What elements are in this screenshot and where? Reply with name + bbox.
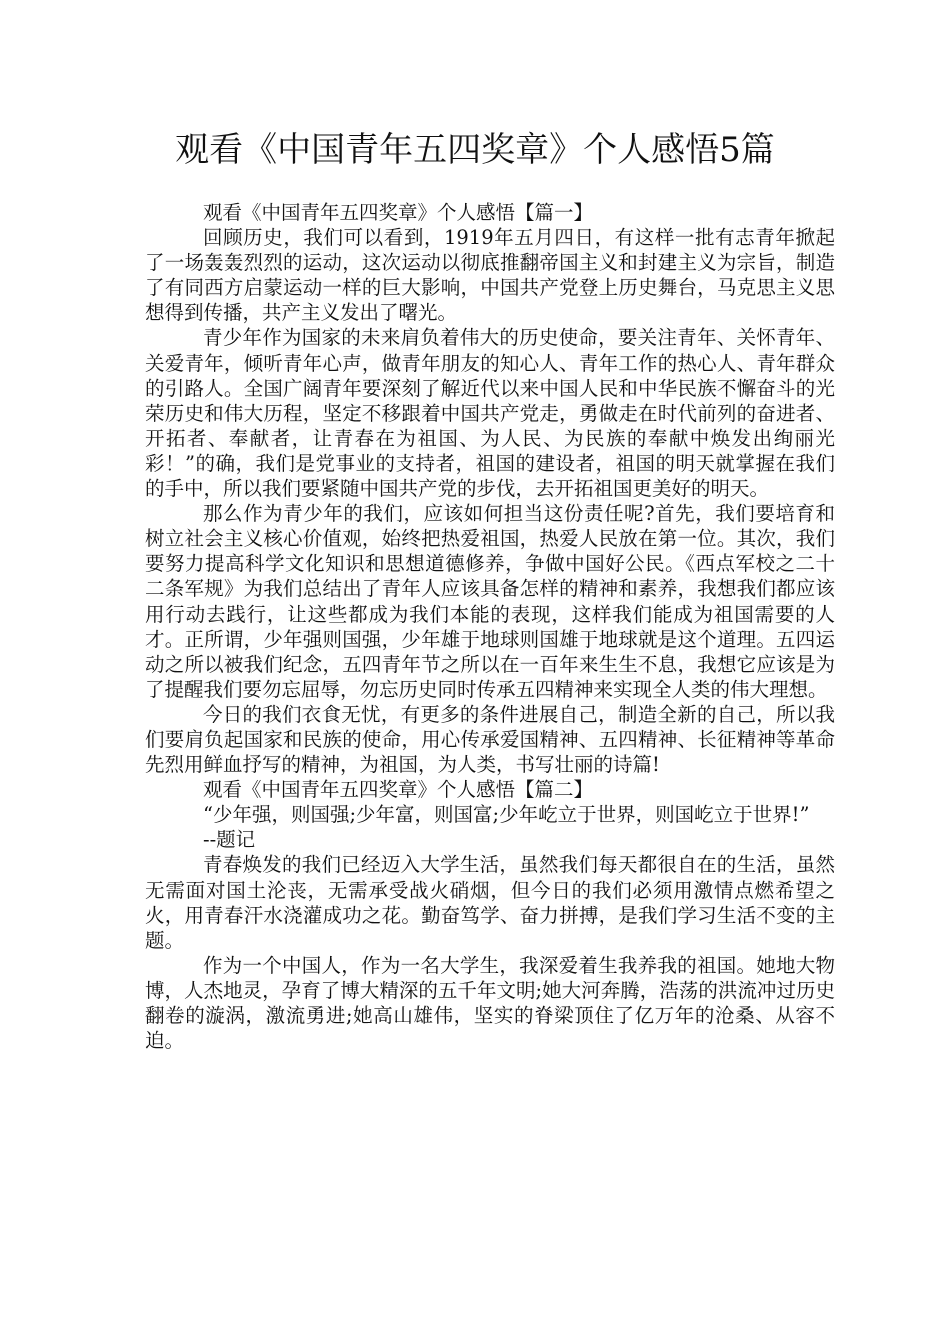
paragraph: 今日的我们衣食无忧，有更多的条件进展自己，制造全新的自己，所以我们要肩负起国家和民族的使命，用心传承爱国精神、五四精神、长征精神等革命先烈用鲜血抒写的精神，为祖国，为人类，书写壮丽的诗篇!	[145, 702, 835, 777]
epigraph-quote: “少年强，则国强;少年富，则国富;少年屹立于世界，则国屹立于世界!”	[203, 803, 810, 827]
paragraph: 那么作为青少年的我们，应该如何担当这份责任呢?首先，我们要培育和树立社会主义核心价值观，始终把热爱祖国，热爱人民放在第一位。其次，我们要努力提高科学文化知识和思想道德修养，争做中国好公民。《西点军校之二十二条军规》为我们总结出了青年人应该具备怎样的精神和素养，我想我们都应该用行动去践行，让这些都成为我们本能的表现，这样我们能成为祖国需要的人才。正所谓，少年强则国强，少年雄于地球则国雄于地球就是这个道理。五四运动之所以被我们纪念，五四青年节之所以在一百年来生生不息，我想它应该是为了提醒我们要勿忘屈辱，勿忘历史同时传承五四精神来实现全人类的伟大理想。	[145, 502, 835, 701]
paragraph: 青少年作为国家的未来肩负着伟大的历史使命，要关注青年、关怀青年、关爱青年，倾听青年心声，做青年朋友的知心人、青年工作的热心人、青年群众的引路人。全国广阔青年要深刻了解近代以来中国人民和中华民族不懈奋斗的光荣历史和伟大历程，坚定不移跟着中国共产党走，勇做走在时代前列的奋进者、开拓者、奉献者，让青春在为祖国、为人民、为民族的奉献中焕发出绚丽光彩！”的确，我们是党事业的支持者，祖国的建设者，祖国的明天就掌握在我们的手中，所以我们要紧随中国共产党的步伐，去开拓祖国更美好的明天。	[145, 326, 835, 501]
epigraph-attribution: --题记	[203, 828, 256, 852]
document-body	[145, 200, 835, 1053]
paragraph: 作为一个中国人，作为一名大学生，我深爱着生我养我的祖国。她地大物博，人杰地灵，孕育了博大精深的五千年文明;她大河奔腾，浩荡的洪流冲过历史翻卷的漩涡，激流勇进;她高山雄伟，坚实的脊梁顶住了亿万年的沧桑、从容不迫。	[145, 953, 835, 1053]
paragraph: 回顾历史，我们可以看到，1919年五月四日，有这样一批有志青年掀起了一场轰轰烈烈的运动，这次运动以彻底推翻帝国主义和封建主义为宗旨，制造了有同西方启蒙运动一样的巨大影响，中国共产党登上历史舞台，马克思主义思想得到传播，共产主义发出了曙光。	[145, 226, 835, 325]
section-heading-1: 观看《中国青年五四奖章》个人感悟【篇一】	[203, 201, 594, 224]
section-heading-2: 观看《中国青年五四奖章》个人感悟【篇二】	[203, 778, 594, 802]
paragraph: 青春焕发的我们已经迈入大学生活，虽然我们每天都很自在的生活，虽然无需面对国土沦丧，无需承受战火硝烟，但今日的我们必须用激情点燃希望之火，用青春汗水浇灌成功之花。勤奋笃学、奋力拼搏，是我们学习生活不变的主题。	[145, 853, 835, 952]
document-title: 观看《中国青年五四奖章》个人感悟5篇	[175, 130, 775, 170]
